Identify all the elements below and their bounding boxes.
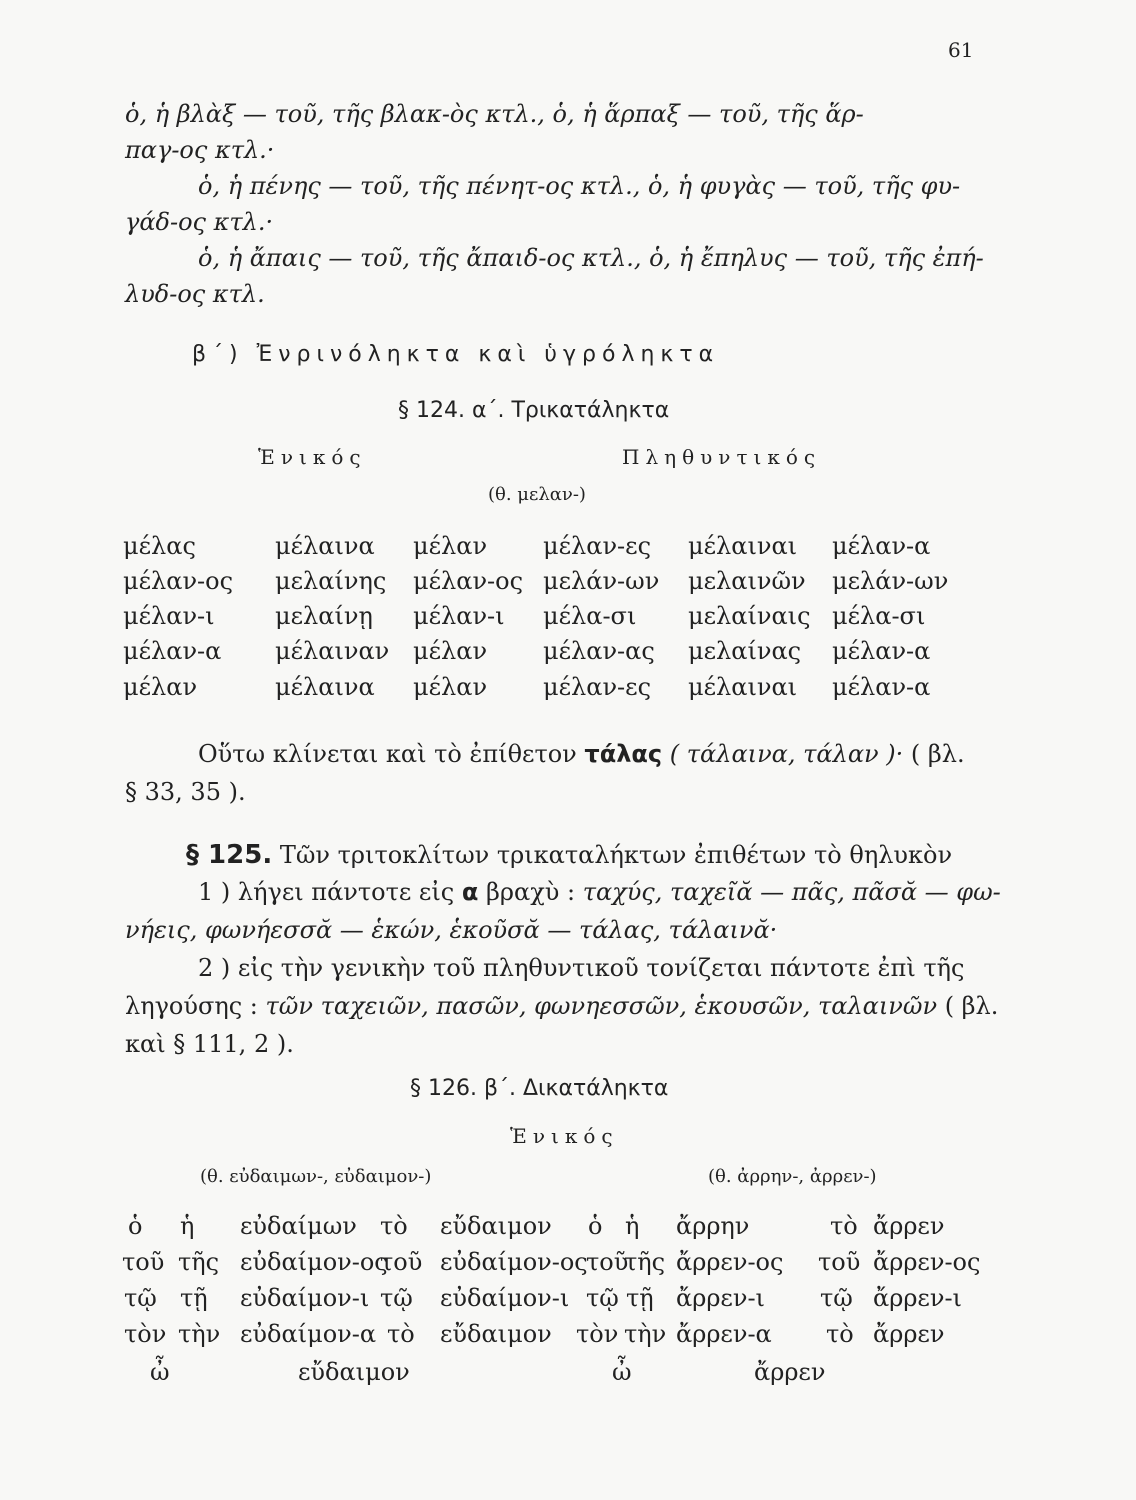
- table-cell: μελάν-ων: [543, 567, 660, 595]
- table-cell: μέλας: [123, 532, 196, 560]
- table-cell: εὔδαιμον: [440, 1212, 552, 1240]
- heading-b: β΄) Ἐνρινόληκτα καὶ ὑγρόληκτα: [192, 342, 720, 367]
- table-cell: ὦ: [150, 1358, 170, 1386]
- table-cell: τὴν: [624, 1320, 667, 1348]
- sec125-line3: νήεις, φωνήεσσᾰ — ἑκών, ἑκοῦσᾰ — τάλας, τάλαινᾰ·: [125, 916, 778, 944]
- table-cell: τῆς: [178, 1248, 220, 1276]
- sec125-number: § 125.: [186, 840, 273, 870]
- table-cell: μελάν-ων: [832, 567, 949, 595]
- table-cell: μέλαν-ος: [123, 567, 234, 595]
- sec126-singular-label: Ἑνικός: [510, 1124, 619, 1148]
- table-cell: τὴν: [178, 1320, 221, 1348]
- table-cell: μέλαν-ος: [413, 567, 524, 595]
- sec124-stem: (θ. μελαν-): [488, 484, 586, 505]
- sec126-stem-1: (θ. εὐδαιμων-, εὐδαιμον-): [200, 1166, 432, 1187]
- table-cell: ἄρρεν: [873, 1320, 945, 1348]
- table-cell: μέλαν-α: [123, 637, 222, 665]
- sec125-line6: καὶ § 111, 2 ).: [125, 1030, 294, 1058]
- table-cell: μέλαν: [413, 532, 488, 560]
- sec125-line5-a: ληγούσης :: [125, 992, 258, 1020]
- sec126-stem-2: (θ. ἀρρην-, ἀρρεν-): [708, 1166, 877, 1187]
- table-cell: ἄρρεν-ι: [676, 1284, 765, 1312]
- table-cell: μέλαν-ες: [543, 532, 652, 560]
- table-cell: μέλαν-ι: [123, 602, 215, 630]
- table-cell: εὐδαίμον-ι: [440, 1284, 570, 1312]
- table-cell: ἄρρην: [676, 1212, 750, 1240]
- table-cell: εὔδαιμον: [298, 1358, 410, 1386]
- note-ref: ( βλ.: [910, 740, 965, 768]
- table-cell: εὐδαίμον-ι: [240, 1284, 370, 1312]
- sec124-heading: § 124. α΄. Τρικατάληκτα: [398, 398, 670, 423]
- intro-line-4: γάδ-ος κτλ.·: [125, 208, 274, 236]
- sec125-line2-a: 1 ) λήγει πάντοτε εἰς: [198, 878, 455, 906]
- table-cell: ἄρρεν: [754, 1358, 826, 1386]
- table-cell: εὐδαίμον-ος: [440, 1248, 588, 1276]
- intro-line-2: παγ-ος κτλ.·: [125, 136, 275, 164]
- table-cell: μέλαν-ας: [543, 637, 655, 665]
- table-cell: μέλα-σι: [543, 602, 637, 630]
- table-cell: τὸ: [826, 1320, 854, 1348]
- note-forms: ( τάλαινα, τάλαν )·: [669, 740, 904, 768]
- table-cell: μέλαινα: [275, 673, 375, 701]
- note-bold-word: τάλας: [584, 740, 663, 768]
- table-cell: τῇ: [180, 1284, 208, 1312]
- sec125-line5-b: τῶν ταχειῶν, πασῶν, φωνηεσσῶν, ἑκουσῶν, ταλαινῶν: [265, 992, 938, 1020]
- intro-line-5: ὁ, ἡ ἄπαις — τοῦ, τῆς ἄπαιδ-ος κτλ., ὁ, ἡ ἔπηλυς — τοῦ, τῆς ἐπή-: [198, 244, 984, 272]
- sec125-line5: [125, 992, 998, 1020]
- table-cell: μελαίνῃ: [275, 602, 373, 630]
- sec125-line4: 2 ) εἰς τὴν γενικὴν τοῦ πληθυντικοῦ τονίζεται πάντοτε ἐπὶ τῆς: [198, 954, 965, 982]
- table-cell: τῷ: [124, 1284, 157, 1312]
- table-cell: μελαίνης: [275, 567, 387, 595]
- table-cell: εὐδαίμον-α: [240, 1320, 377, 1348]
- table-cell: τῇ: [626, 1284, 654, 1312]
- table-cell: μέλα-σι: [832, 602, 926, 630]
- table-cell: τὸν: [124, 1320, 167, 1348]
- table-cell: τὸ: [387, 1320, 415, 1348]
- sec124-plural-label: Πληθυντικός: [622, 445, 822, 469]
- table-cell: μέλαν-α: [832, 637, 931, 665]
- table-cell: τοῦ: [380, 1248, 423, 1276]
- table-cell: τοῦ: [818, 1248, 861, 1276]
- table-cell: ἄρρεν-ος: [873, 1248, 981, 1276]
- table-cell: μελαίνας: [688, 637, 802, 665]
- table-cell: εὔδαιμον: [440, 1320, 552, 1348]
- page-number: 61: [948, 38, 974, 62]
- sec125-line2: [198, 878, 1001, 906]
- table-cell: ὁ: [128, 1212, 143, 1240]
- table-cell: μέλαν: [413, 637, 488, 665]
- table-cell: μέλαινα: [275, 532, 375, 560]
- sec125-line1: [186, 840, 952, 870]
- table-cell: ὦ: [612, 1358, 632, 1386]
- table-cell: τῷ: [820, 1284, 853, 1312]
- table-cell: ἡ: [180, 1212, 195, 1240]
- sec125-line2-c: ταχύς, ταχεῖᾰ — πᾶς, πᾶσᾰ — φω-: [582, 878, 1001, 906]
- table-cell: μέλαιναν: [275, 637, 390, 665]
- table-cell: τὸ: [380, 1212, 408, 1240]
- table-cell: τὸ: [830, 1212, 858, 1240]
- table-cell: τῷ: [380, 1284, 413, 1312]
- table-cell: τοῦ: [122, 1248, 165, 1276]
- intro-line-3: ὁ, ἡ πένης — τοῦ, τῆς πένητ-ος κτλ., ὁ, ἡ φυγὰς — τοῦ, τῆς φυ-: [198, 172, 961, 200]
- sec124-singular-label: Ἑνικός: [258, 445, 367, 469]
- sec124-note-line2: § 33, 35 ).: [125, 778, 246, 806]
- sec125-text: Τῶν τριτοκλίτων τρικαταλήκτων ἐπιθέτων τὸ θηλυκὸν: [279, 841, 953, 869]
- sec126-heading: § 126. β΄. Δικατάληκτα: [410, 1076, 669, 1101]
- table-cell: μελαινῶν: [688, 567, 806, 595]
- table-cell: μέλαιναι: [688, 673, 798, 701]
- table-cell: τῆς: [624, 1248, 666, 1276]
- table-cell: ὁ: [588, 1212, 603, 1240]
- table-cell: ἄρρεν-α: [676, 1320, 772, 1348]
- table-cell: ἡ: [625, 1212, 640, 1240]
- table-cell: μέλαιναι: [688, 532, 798, 560]
- table-cell: ἄρρεν: [873, 1212, 945, 1240]
- note-text: Οὕτω κλίνεται καὶ τὸ ἐπίθετον: [198, 740, 577, 768]
- sec125-line5-c: ( βλ.: [944, 992, 999, 1020]
- table-cell: τοῦ: [586, 1248, 629, 1276]
- sec124-note-line1: [198, 740, 965, 768]
- table-cell: μέλαν-α: [832, 673, 931, 701]
- table-cell: μέλαν-ες: [543, 673, 652, 701]
- table-cell: μελαίναις: [688, 602, 811, 630]
- table-cell: μέλαν: [123, 673, 198, 701]
- table-cell: μέλαν-α: [832, 532, 931, 560]
- table-cell: μέλαν-ι: [413, 602, 505, 630]
- table-cell: εὐδαίμον-ος: [240, 1248, 388, 1276]
- table-cell: τὸν: [576, 1320, 619, 1348]
- table-cell: ἄρρεν-ος: [676, 1248, 784, 1276]
- sec125-line2-bold: α: [461, 878, 479, 906]
- intro-line-1: ὁ, ἡ βλὰξ — τοῦ, τῆς βλακ-ὸς κτλ., ὁ, ἡ ἅρπαξ — τοῦ, τῆς ἅρ-: [125, 100, 864, 128]
- table-cell: τῷ: [586, 1284, 619, 1312]
- table-cell: εὐδαίμων: [240, 1212, 357, 1240]
- intro-line-6: λυδ-ος κτλ.: [125, 280, 265, 308]
- sec125-line2-b: βραχὺ :: [486, 878, 576, 906]
- table-cell: μέλαν: [413, 673, 488, 701]
- table-cell: ἄρρεν-ι: [873, 1284, 962, 1312]
